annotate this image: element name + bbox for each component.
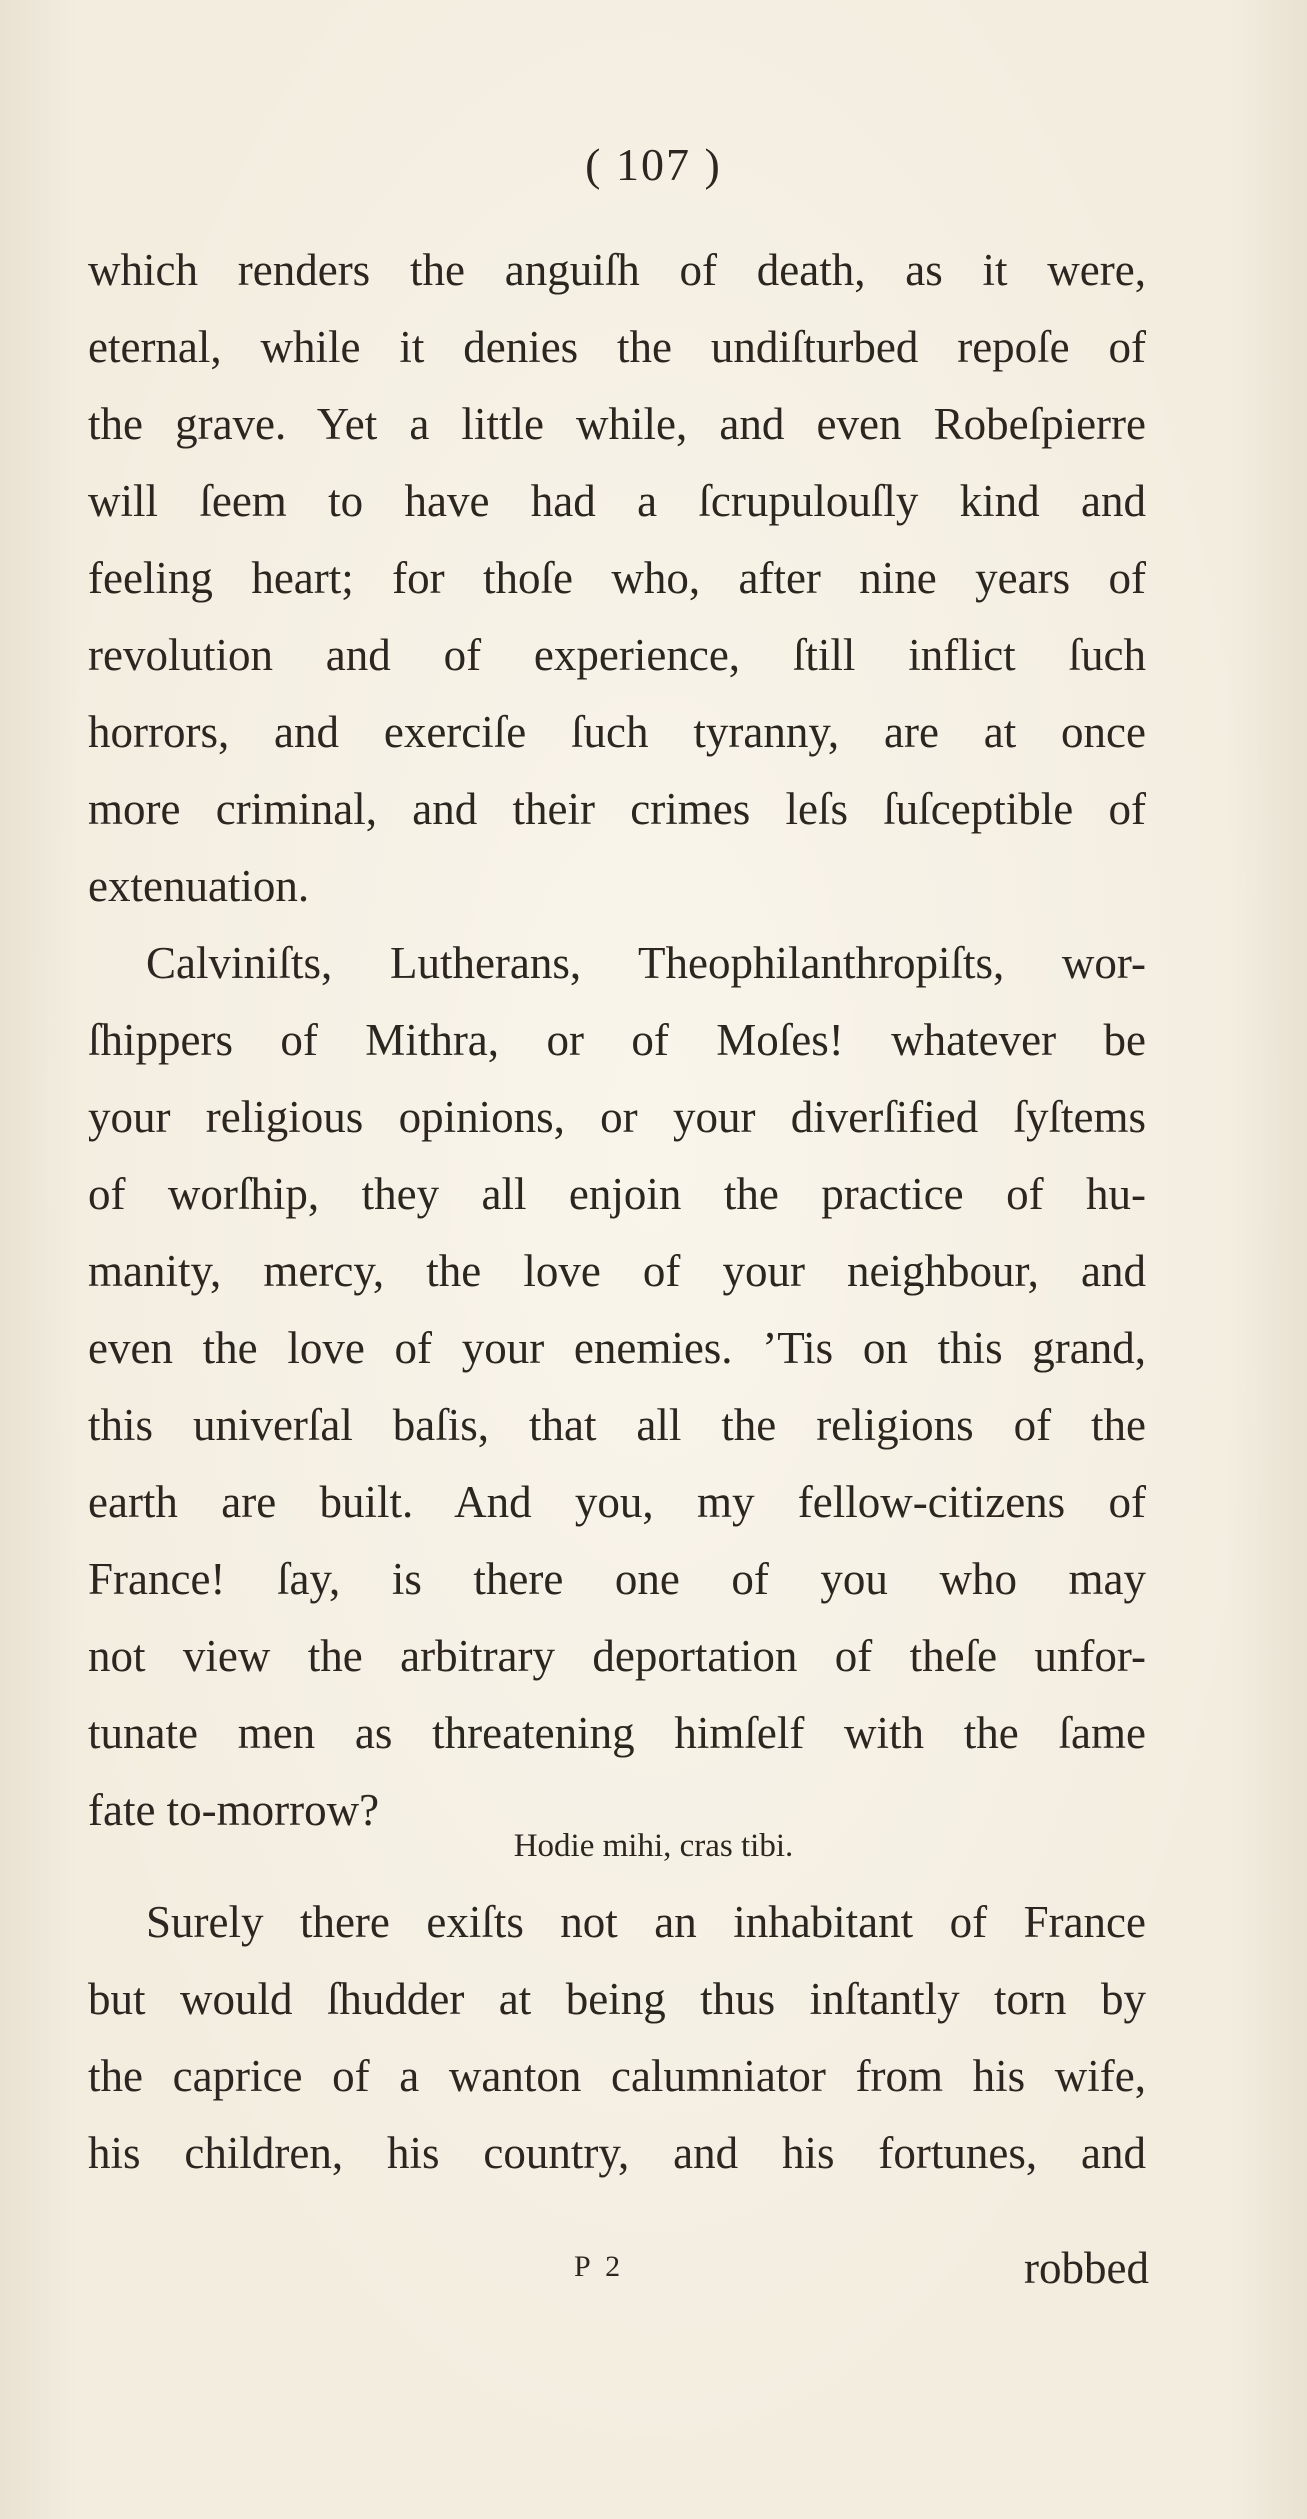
text-line: Calviniſts, Lutherans, Theophilanthropiſts, wor- <box>146 938 1146 988</box>
text-line: fate to-morrow? <box>88 1785 380 1835</box>
catchword: robbed <box>1024 2243 1149 2293</box>
text-line: the caprice of a wanton calumniator from his wife, <box>88 2051 1146 2101</box>
text-line: manity, mercy, the love of your neighbour, and <box>88 1246 1146 1296</box>
text-line: horrors, and exerciſe ſuch tyranny, are at once <box>88 707 1146 757</box>
paragraph-block-1 <box>88 232 1146 1849</box>
text-line: France! ſay, is there one of you who may <box>88 1554 1146 1604</box>
text-line: but would ſhudder at being thus inſtantly torn by <box>88 1974 1146 2024</box>
paragraph-block-3 <box>88 1884 1146 2192</box>
signature-mark: P 2 <box>574 2250 625 2283</box>
text-line: extenuation. <box>88 861 310 911</box>
text-line: this univerſal baſis, that all the religions of the <box>88 1400 1146 1450</box>
text-line: ſhippers of Mithra, or of Moſes! whatever be <box>88 1015 1146 1065</box>
text-line: his children, his country, and his fortunes, and <box>88 2128 1146 2178</box>
text-line: will ſeem to have had a ſcrupulouſly kind and <box>88 476 1146 526</box>
text-line: tunate men as threatening himſelf with the ſame <box>88 1708 1146 1758</box>
text-line: of worſhip, they all enjoin the practice of hu- <box>88 1169 1146 1219</box>
text-line: more criminal, and their crimes leſs ſuſceptible of <box>88 784 1146 834</box>
text-line: feeling heart; for thoſe who, after nine years of <box>88 553 1146 603</box>
text-line: Surely there exiſts not an inhabitant of France <box>146 1897 1146 1947</box>
text-line: even the love of your enemies. ’Tis on this grand, <box>88 1323 1146 1373</box>
text-line: which renders the anguiſh of death, as it were, <box>88 245 1146 295</box>
text-line: not view the arbitrary deportation of theſe unfor- <box>88 1631 1146 1681</box>
page-number: ( 107 ) <box>585 139 722 190</box>
text-line: eternal, while it denies the undiſturbed repoſe of <box>88 322 1146 372</box>
text-line: your religious opinions, or your diverſified ſyſtems <box>88 1092 1146 1142</box>
text-line: the grave. Yet a little while, and even Robeſpierre <box>88 399 1146 449</box>
text-line: revolution and of experience, ſtill inflict ſuch <box>88 630 1146 680</box>
latin-quote: Hodie mihi, cras tibi. <box>513 1828 794 1864</box>
text-line: earth are built. And you, my fellow-citizens of <box>88 1477 1146 1527</box>
